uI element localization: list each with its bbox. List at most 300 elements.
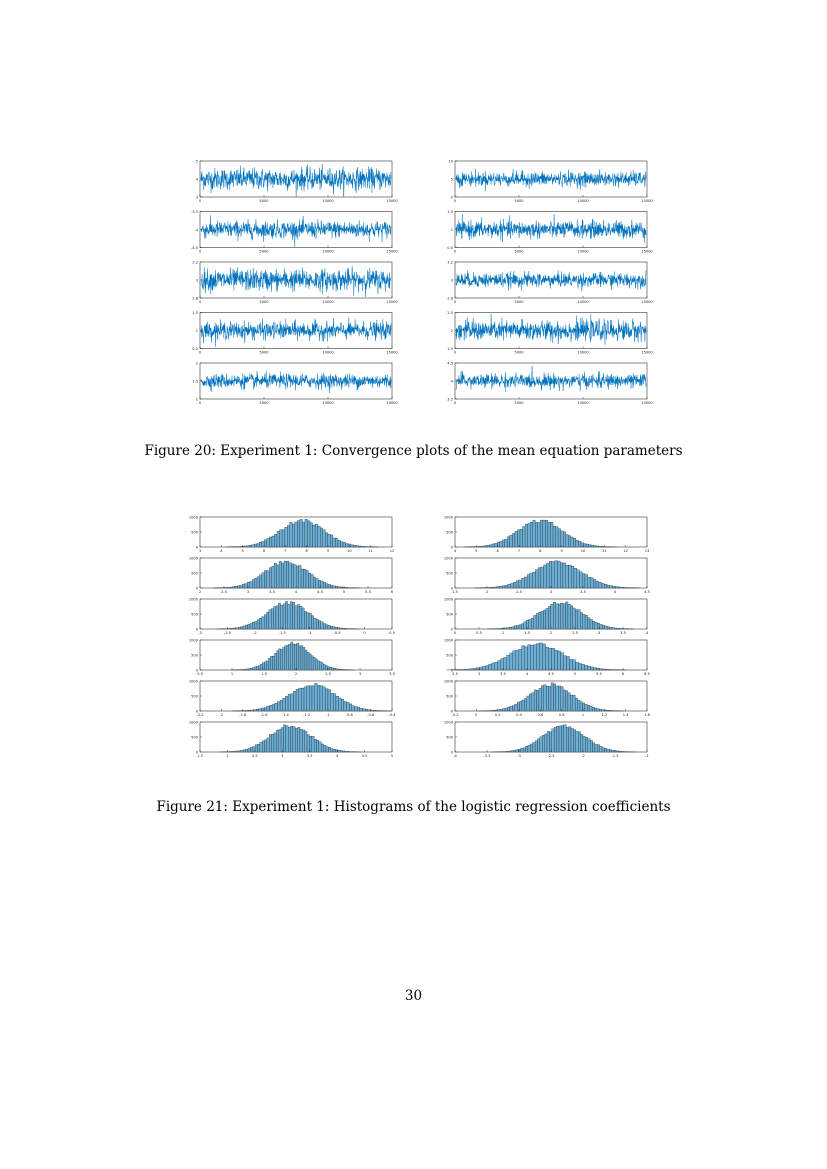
x-tick-label: 5000 [259, 350, 269, 355]
histogram-bar [545, 520, 548, 547]
histogram-bar [512, 627, 514, 629]
histogram-bar [297, 605, 299, 629]
histogram-bar [305, 731, 307, 752]
histogram-bar [307, 735, 309, 752]
histogram-bar [269, 705, 272, 711]
histogram-bar [538, 522, 541, 547]
histogram-bar [505, 539, 508, 547]
histogram-bar [605, 626, 607, 629]
histogram-bar [555, 650, 558, 670]
histogram-bar [271, 609, 273, 629]
histogram-bar [247, 546, 250, 547]
histogram-bar [523, 527, 526, 547]
histogram-bar [573, 695, 575, 711]
histogram-bar [549, 561, 552, 588]
histogram-bar [573, 538, 576, 547]
histogram-bar [257, 543, 260, 547]
histogram-panel-right-4 [444, 639, 650, 677]
x-tick-label: 1.5 [524, 631, 530, 635]
histogram-bar [531, 645, 534, 670]
histogram-bar [571, 728, 573, 752]
histogram-bar [524, 622, 526, 629]
histogram-bar [315, 659, 317, 670]
histogram-bar [608, 669, 611, 670]
trace-line [201, 266, 391, 297]
x-tick-label: -0.8 [345, 713, 353, 717]
histogram-bar [287, 526, 290, 548]
histogram-bar [576, 731, 578, 752]
histogram-bar [309, 613, 311, 629]
trace-line [456, 270, 646, 291]
histogram-bar [612, 628, 614, 629]
x-tick-label: 8 [305, 549, 308, 553]
histogram-bar [323, 623, 325, 629]
histogram-bar [544, 685, 546, 711]
x-tick-label: 0.6 [537, 713, 544, 717]
histogram-bar [275, 703, 278, 711]
x-tick-label: 4 [220, 549, 223, 553]
histogram-bar [500, 541, 503, 547]
histogram-bar [323, 687, 326, 711]
histogram-bar [304, 687, 307, 711]
y-tick-label: 2 [195, 361, 198, 366]
histogram-bar [602, 710, 604, 711]
histogram-bar [360, 708, 363, 711]
histogram-bar [498, 661, 501, 670]
y-tick-label: 0 [195, 545, 198, 550]
histogram-bar [333, 694, 336, 711]
x-tick-label: 4.5 [548, 672, 554, 676]
histogram-bar [502, 540, 505, 547]
histogram-bar [245, 584, 247, 588]
x-tick-label: 4 [525, 672, 529, 676]
histogram-bar [344, 628, 346, 629]
histogram-bar [269, 610, 271, 629]
histogram-bar [489, 664, 492, 670]
histogram-bar [497, 587, 500, 588]
histogram-bar [231, 628, 233, 629]
histogram-bar [517, 530, 520, 547]
x-tick-label: 1 [501, 631, 505, 635]
histogram-bar [566, 565, 569, 588]
histogram-bar [259, 618, 261, 629]
histogram-bar [551, 683, 553, 711]
y-tick-label: 0 [195, 750, 198, 755]
histogram-bar [576, 540, 579, 547]
histogram-bar [578, 541, 581, 547]
trace-line [456, 314, 646, 345]
histogram-bar [561, 531, 564, 547]
histogram-bar [482, 546, 485, 547]
histogram-bar [521, 624, 523, 629]
histogram-bar [619, 751, 621, 752]
histogram-bar [285, 602, 287, 630]
histogram-bar [312, 736, 314, 752]
histogram-bar [308, 573, 310, 588]
y-tick-label: 1000 [188, 679, 198, 684]
y-tick-label: 500 [446, 612, 453, 617]
x-tick-label: 6 [621, 672, 625, 676]
histogram-bar [326, 584, 328, 588]
x-tick-label: 15000 [386, 350, 398, 355]
y-tick-label: -4.5 [190, 246, 198, 250]
histogram-bar [516, 581, 519, 588]
histogram-bar [552, 562, 555, 588]
histogram-bar [258, 666, 260, 670]
y-tick-label: 500 [191, 653, 198, 658]
histogram-bar [564, 725, 566, 752]
y-tick-label: 1.5 [192, 379, 198, 384]
histogram-bar [310, 523, 313, 547]
histogram-bar [597, 745, 599, 752]
histogram-bar [530, 573, 533, 588]
histogram-bar [333, 538, 336, 547]
x-tick-label: 10000 [577, 300, 589, 304]
histogram-bar [289, 563, 291, 588]
histogram-bar [503, 709, 505, 711]
histogram-bar [319, 662, 321, 670]
x-tick-label: 0.5 [476, 631, 482, 635]
histogram-bar [516, 750, 518, 752]
histogram-bar [300, 606, 302, 629]
x-tick-label: 2.5 [516, 590, 522, 594]
histogram-bar [262, 573, 264, 588]
histogram-bar [491, 710, 493, 711]
figure-20-caption: Figure 20: Experiment 1: Convergence plots of the mean equation parameters [144, 443, 683, 459]
histogram-bar [590, 667, 593, 670]
histogram-bar [607, 749, 609, 752]
histogram-bar [345, 587, 347, 588]
x-tick-label: 7 [284, 549, 287, 553]
x-tick-label: 2 [226, 754, 229, 758]
histogram-bar [549, 686, 551, 711]
histogram-bar [591, 545, 594, 547]
histogram-bar [299, 688, 302, 711]
x-tick-label: -3 [198, 631, 202, 635]
histogram-bar [605, 669, 608, 670]
y-tick-label: 4.5 [447, 361, 453, 366]
y-tick-label: 2.8 [447, 296, 453, 301]
x-tick-label: 4.5 [361, 754, 368, 758]
histogram-bar [328, 584, 330, 588]
y-tick-label: 5 [195, 159, 198, 164]
x-tick-label: 0 [475, 713, 478, 717]
histogram-bar [614, 628, 616, 629]
histogram-bar [250, 582, 252, 588]
y-tick-label: 5 [450, 177, 453, 182]
x-tick-label: 1.5 [197, 754, 203, 758]
x-tick-label: 10000 [322, 300, 334, 304]
histogram-bar [571, 537, 574, 547]
histogram-bar [320, 686, 323, 711]
histogram-bar [293, 691, 296, 711]
y-tick-label: 3 [450, 278, 453, 283]
histogram-bar [283, 604, 285, 629]
trace-panel-right-1 [448, 160, 653, 204]
histogram-bar [538, 568, 541, 588]
histogram-bar [279, 561, 281, 588]
histogram-bar [363, 546, 366, 547]
histogram-bar [313, 657, 315, 670]
histogram-bar [465, 669, 468, 670]
histogram-bar [599, 709, 601, 711]
histogram-bar [326, 625, 328, 629]
histogram-bar [477, 668, 480, 670]
histogram-bar [330, 626, 332, 629]
histogram-bar [535, 522, 538, 547]
x-tick-label: 0 [363, 631, 366, 635]
histogram-bar [373, 710, 376, 711]
histogram-bar [327, 667, 329, 670]
histogram-bar [316, 579, 318, 588]
histogram-bar [283, 698, 286, 711]
x-tick-label: 0 [198, 249, 202, 254]
histogram-bar [228, 587, 230, 588]
y-tick-label: 3.2 [192, 260, 198, 265]
x-tick-label: -0.6 [367, 713, 375, 717]
histogram-bar [290, 602, 292, 629]
histogram-bar [462, 669, 465, 670]
histogram-bar [295, 644, 297, 670]
x-tick-label: 4.5 [644, 590, 650, 594]
histogram-bar [275, 653, 277, 670]
histogram-bar [534, 615, 536, 629]
histogram-bar [246, 749, 248, 752]
histogram-bar [520, 701, 522, 711]
y-tick-label: 1 [450, 228, 453, 232]
x-tick-label: -1.6 [260, 713, 268, 717]
histogram-bar [283, 725, 285, 752]
histogram-bar [248, 710, 251, 711]
x-tick-label: 15000 [641, 350, 653, 355]
histogram-panel-right-1 [444, 516, 649, 554]
histogram-bar [604, 584, 607, 588]
histogram-bar [235, 586, 237, 588]
histogram-bar [286, 726, 288, 752]
x-tick-label: 2.5 [452, 672, 458, 676]
histogram-bar [291, 694, 294, 711]
histogram-bar [225, 587, 227, 588]
histogram-bar [612, 750, 614, 752]
histogram-bar [345, 751, 347, 752]
histogram-bar [590, 740, 592, 752]
histogram-bar [491, 587, 494, 588]
histogram-bar [333, 749, 335, 752]
histogram-bar [511, 583, 514, 588]
histogram-bar [317, 740, 319, 752]
histogram-bar [529, 694, 531, 711]
x-tick-label: 5000 [514, 350, 524, 355]
x-tick-label: 15000 [641, 199, 653, 203]
histogram-bar [274, 534, 277, 547]
histogram-bar [566, 691, 568, 711]
histogram-bar [477, 546, 480, 547]
x-tick-label: 0.8 [558, 713, 565, 717]
histogram-bar [520, 529, 523, 547]
histogram-bar [553, 684, 555, 711]
histogram-bar [554, 727, 556, 752]
histogram-bar [535, 741, 537, 752]
y-tick-label: 0 [195, 586, 198, 591]
histogram-bar [312, 686, 315, 711]
histogram-bar [595, 744, 597, 752]
y-tick-label: 2.8 [192, 296, 198, 301]
histogram-bar [279, 730, 281, 752]
x-tick-label: 9 [560, 549, 563, 553]
histogram-bar [604, 748, 606, 752]
x-tick-label: 2.5 [251, 754, 258, 758]
y-tick-label: 0 [195, 668, 198, 673]
x-tick-label: 5000 [259, 300, 269, 304]
histogram-bar [527, 575, 530, 588]
histogram-bar [294, 565, 296, 588]
y-tick-label: 3.2 [447, 260, 453, 265]
histogram-bar [513, 582, 516, 588]
histogram-bar [564, 656, 567, 670]
histogram-bar [252, 580, 254, 588]
y-tick-label: 500 [191, 694, 198, 699]
histogram-bar [602, 625, 604, 629]
histogram-bar [540, 643, 543, 670]
histogram-bar [504, 658, 507, 670]
histogram-bar [233, 587, 235, 588]
histogram-bar [500, 709, 502, 711]
histogram-bar [518, 749, 520, 752]
histogram-bar [309, 686, 312, 711]
histogram-bar [571, 566, 574, 588]
histogram-bar [602, 669, 605, 670]
x-tick-label: 10000 [577, 249, 589, 254]
x-tick-label: 0 [453, 401, 457, 405]
histogram-bar [480, 667, 483, 670]
histogram-bar [259, 575, 261, 588]
y-tick-label: 0.5 [447, 246, 453, 250]
histogram-bar [583, 544, 586, 547]
x-tick-label: 4.5 [317, 590, 323, 594]
histogram-bar [614, 751, 616, 752]
histogram-bar [242, 669, 244, 670]
histogram-bar [249, 545, 252, 547]
histogram-bar [510, 706, 512, 711]
histogram-bar [333, 627, 335, 629]
histogram-bar [609, 710, 611, 711]
trace-line [456, 169, 646, 191]
x-tick-label: 2.5 [325, 672, 331, 676]
trace-panel-right-5 [447, 362, 653, 406]
histogram-bar [558, 604, 560, 629]
y-tick-label: 500 [191, 612, 198, 617]
y-tick-label: 0 [450, 668, 453, 673]
x-tick-label: 4 [453, 549, 457, 553]
histogram-bar [305, 650, 307, 670]
x-tick-label: 4 [645, 631, 649, 635]
histogram-bar [301, 569, 303, 588]
histogram-bar [282, 563, 284, 588]
histogram-bar [328, 747, 330, 752]
histogram-bar [580, 613, 582, 629]
y-tick-label: 1000 [443, 638, 453, 643]
histogram-bar [247, 582, 249, 588]
x-tick-label: 10000 [322, 401, 334, 405]
x-tick-label: 15000 [386, 401, 398, 405]
histogram-bar [558, 529, 561, 547]
histogram-bar [471, 669, 474, 670]
y-tick-label: 1000 [188, 720, 198, 725]
x-tick-label: 1 [581, 713, 585, 717]
histogram-bar [291, 726, 293, 752]
trace-line [456, 214, 646, 243]
histogram-bar [513, 651, 516, 670]
histogram-bar [585, 737, 587, 752]
y-tick-label: 500 [191, 571, 198, 576]
x-tick-label: 12 [623, 549, 628, 553]
histogram-bar [530, 522, 533, 547]
histogram-bar [280, 530, 283, 547]
histogram-bar [577, 570, 580, 588]
histogram-bar [586, 544, 589, 547]
histogram-bar [553, 602, 555, 629]
y-tick-label: 0 [450, 750, 453, 755]
histogram-bar [542, 735, 544, 752]
histogram-bar [331, 749, 333, 752]
x-tick-label: 2 [485, 590, 489, 594]
histogram-bar [566, 534, 569, 547]
histogram-bar [252, 545, 255, 547]
histogram-bar [534, 645, 537, 670]
histogram-bar [568, 565, 571, 588]
histogram-bar [509, 627, 511, 629]
histogram-bar [479, 546, 482, 547]
histogram-bar [593, 668, 596, 670]
histogram-bar [507, 537, 510, 547]
histogram-bar [256, 666, 258, 670]
histogram-bar [307, 613, 309, 629]
histogram-bar [566, 602, 568, 629]
y-tick-label: 3 [195, 195, 198, 200]
histogram-panel-left-6 [189, 721, 393, 759]
y-tick-label: 500 [446, 694, 453, 699]
histogram-bar [243, 750, 245, 752]
histogram-bar [331, 668, 333, 670]
histogram-bar [601, 546, 604, 547]
y-tick-label: 500 [446, 571, 453, 576]
histogram-bar [585, 575, 588, 588]
histogram-bar [492, 544, 495, 547]
x-tick-label: 6 [496, 549, 499, 553]
histogram-bar [533, 742, 535, 752]
x-tick-label: -1.4 [281, 713, 289, 717]
histogram-bar [540, 737, 542, 752]
histogram-bar [607, 710, 609, 711]
histogram-bar [530, 744, 532, 752]
histogram-bar [297, 521, 300, 547]
histogram-bar [602, 583, 605, 588]
histogram-bar [346, 543, 349, 547]
x-tick-label: 0 [453, 249, 457, 254]
histogram-bar [257, 620, 259, 629]
y-tick-label: 500 [446, 530, 453, 535]
histogram-bar [282, 530, 285, 547]
histogram-bar [563, 532, 566, 547]
histogram-bar [508, 584, 511, 588]
y-tick-label: 10 [448, 159, 453, 164]
x-tick-label: 10 [347, 549, 352, 553]
histogram-bar [585, 615, 587, 629]
histogram-bar [289, 644, 291, 670]
histogram-bar [488, 587, 491, 588]
histogram-bar [317, 661, 319, 670]
x-tick-label: -1.5 [278, 631, 286, 635]
